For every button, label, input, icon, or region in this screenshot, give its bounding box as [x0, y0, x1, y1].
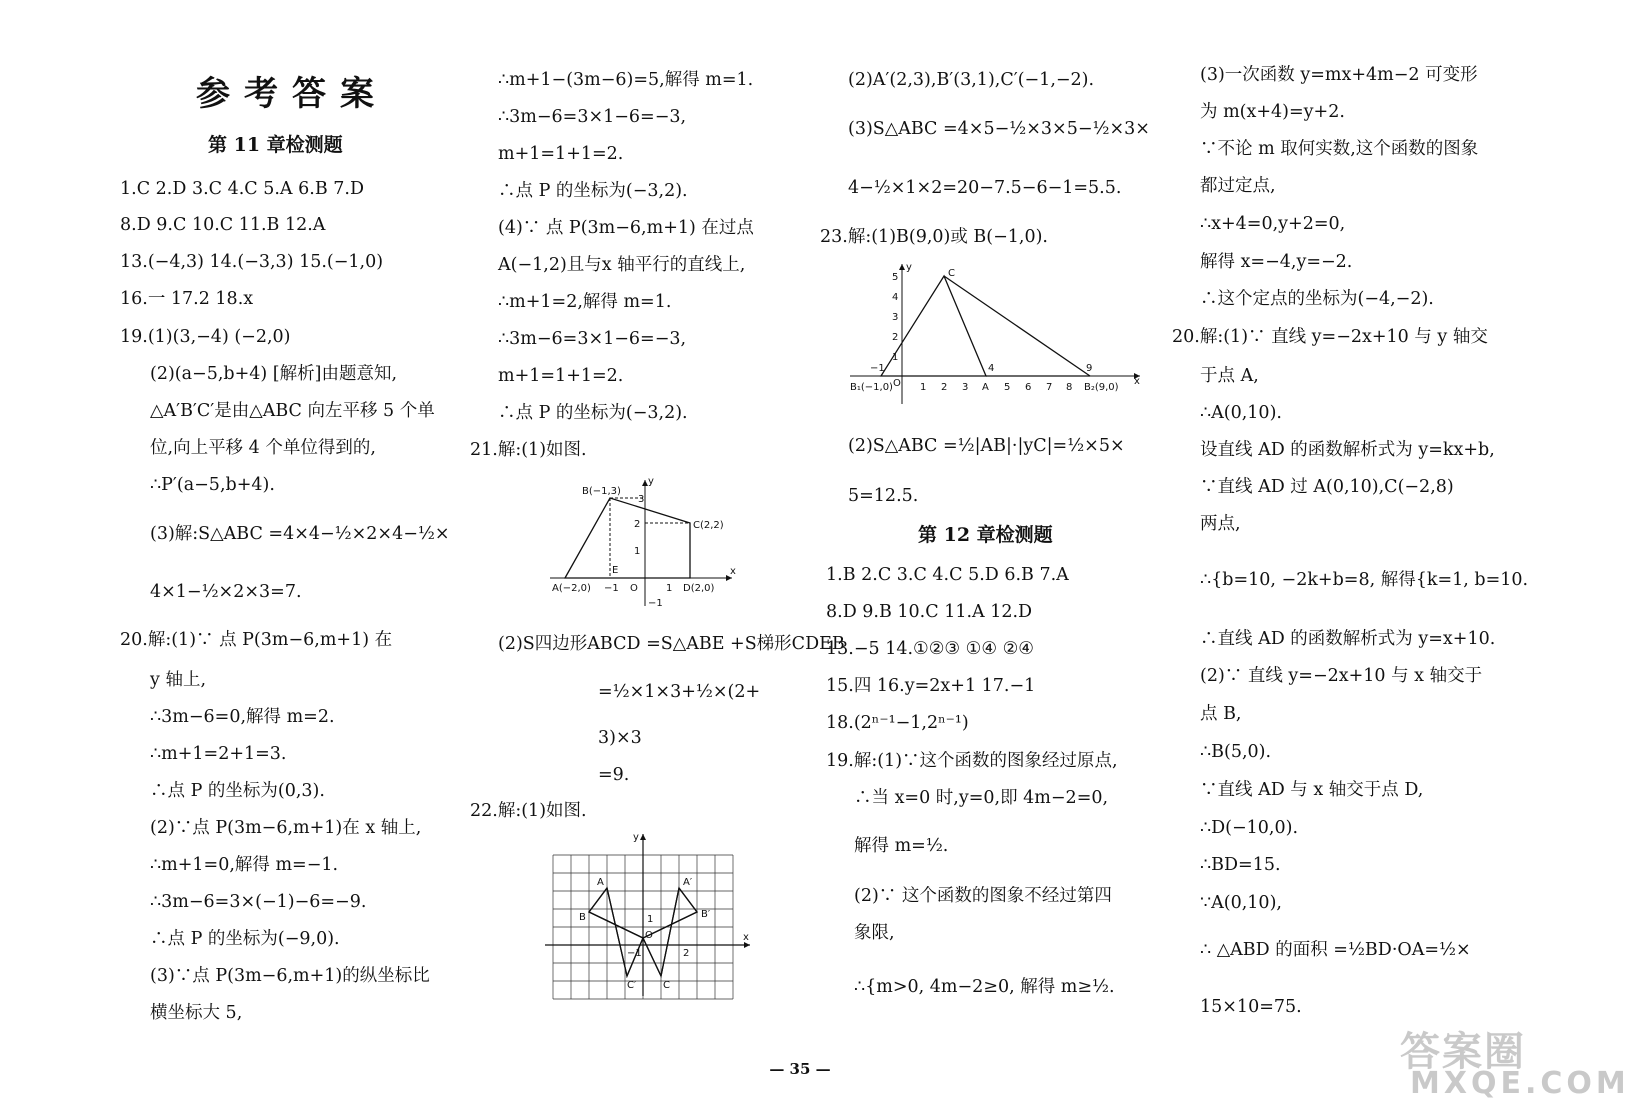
y-tick-label: 2: [892, 332, 899, 343]
y-axis-label: y: [648, 476, 654, 487]
answer-line: ∴{m>0, 4m−2≥0, 解得 m≥½.: [854, 977, 1115, 997]
x-tick-label: 3: [962, 382, 969, 393]
answer-line: 4×1−½×2×3=7.: [150, 582, 302, 602]
section-heading: 第 12 章检测题: [918, 524, 1053, 546]
answer-line: ∴点 P 的坐标为(−3,2).: [498, 181, 688, 201]
origin-label: O: [893, 378, 901, 389]
answer-line: (4)∵ 点 P(3m−6,m+1) 在过点: [498, 218, 754, 238]
answer-line: y 轴上,: [150, 670, 207, 690]
y-tick-label: 5: [892, 272, 899, 283]
y-axis-label: y: [633, 832, 639, 843]
watermark-logo-text: 答案圈: [1400, 1029, 1526, 1075]
point-b-label: B: [579, 912, 586, 923]
x-tick-neg1: −1: [627, 948, 642, 959]
answer-line: (2)(a−5,b+4) [解析]由题意知,: [150, 364, 398, 384]
answer-line: ∴A(0,10).: [1200, 403, 1282, 423]
answer-line: 13.(−4,3) 14.(−3,3) 15.(−1,0): [120, 252, 384, 272]
answer-line: 都过定点,: [1200, 176, 1276, 196]
point-b-label: B(−1,3): [582, 486, 621, 497]
figure-21-quadrilateral: [550, 478, 740, 613]
answer-line: 位,向上平移 4 个单位得到的,: [150, 438, 376, 458]
page-title: 参考答案: [196, 74, 388, 114]
y-tick-3: 3: [638, 494, 645, 505]
y-tick-2: 2: [634, 519, 641, 530]
x-tick-neg1: −1: [604, 583, 619, 594]
tick-4-label: 4: [988, 363, 995, 374]
point-c-prime-label: C′: [627, 980, 637, 991]
answer-line: 解得 m=½.: [854, 836, 949, 856]
watermark: [1390, 1020, 1630, 1105]
point-b-prime-label: B′: [701, 909, 711, 920]
y-tick-label: 1: [892, 352, 899, 363]
answer-line: (2)∵点 P(3m−6,m+1)在 x 轴上,: [150, 818, 422, 838]
y-tick-1: 1: [647, 914, 654, 925]
answer-line: 5=12.5.: [848, 486, 919, 506]
answer-line: (3)∵点 P(3m−6,m+1)的纵坐标比: [150, 966, 430, 986]
x-tick-1: 1: [666, 583, 673, 594]
answer-line: =9.: [598, 765, 630, 785]
y-tick-1: 1: [634, 546, 641, 557]
y-axis-label: y: [906, 262, 912, 273]
answer-line: ∴m+1=0,解得 m=−1.: [150, 855, 339, 875]
answer-line: ∴当 x=0 时,y=0,即 4m−2=0,: [854, 788, 1109, 808]
point-c-label: C: [663, 980, 670, 991]
answer-line: ∴m+1=2+1=3.: [150, 744, 287, 764]
answer-line: m+1=1+1=2.: [498, 144, 624, 164]
answer-line: (2)S四边形ABCD =S△ABE +S梯形CDEB: [498, 634, 845, 654]
x-tick-label: 6: [1025, 382, 1032, 393]
page-number: — 35 —: [769, 1060, 831, 1078]
answer-line: ∴{b=10, −2k+b=8, 解得{k=1, b=10.: [1200, 570, 1529, 590]
point-c-label: C: [948, 268, 955, 279]
answer-line: ∴直线 AD 的函数解析式为 y=x+10.: [1200, 629, 1496, 649]
answer-line: ∴m+1−(3m−6)=5,解得 m=1.: [498, 70, 754, 90]
answer-line: (3)一次函数 y=mx+4m−2 可变形: [1200, 65, 1478, 85]
origin-label: O: [630, 583, 638, 594]
figure-23-triangle: [850, 262, 1150, 410]
answer-line: ∴x+4=0,y+2=0,: [1200, 214, 1346, 234]
section-heading: 第 11 章检测题: [208, 134, 343, 156]
figure-22-grid: [545, 828, 755, 1000]
answer-line: ∴ △ABD 的面积 =½BD·OA=½×: [1200, 940, 1471, 960]
answer-line: 19.(1)(3,−4) (−2,0): [120, 327, 291, 347]
x-tick-label: 8: [1066, 382, 1073, 393]
answer-line: 15.四 16.y=2x+1 17.−1: [826, 676, 1036, 696]
answer-line: 8.D 9.C 10.C 11.B 12.A: [120, 215, 326, 235]
answer-line: 横坐标大 5,: [150, 1003, 243, 1023]
x-tick-2: 2: [683, 948, 690, 959]
answer-line: ∴3m−6=3×1−6=−3,: [498, 107, 687, 127]
answer-line: (3)解:S△ABC =4×4−½×2×4−½×: [150, 524, 450, 544]
answer-line: 16.一 17.2 18.x: [120, 289, 254, 309]
answer-line: ∴P′(a−5,b+4).: [150, 475, 275, 495]
answer-line: 于点 A,: [1200, 366, 1259, 386]
answer-line: (2)∵ 直线 y=−2x+10 与 x 轴交于: [1200, 666, 1483, 686]
y-tick-label: 4: [892, 292, 899, 303]
point-b1-label: B₁(−1,0): [850, 382, 893, 393]
x-axis-label: x: [730, 566, 736, 577]
point-e-label: E: [612, 565, 619, 576]
answer-line: 13.−5 14.①②③ ①④ ②④: [826, 639, 1034, 659]
tick-9-label: 9: [1086, 363, 1093, 374]
answer-line: 23.解:(1)B(9,0)或 B(−1,0).: [820, 227, 1048, 247]
answer-line: (2)∵ 这个函数的图象不经过第四: [854, 886, 1112, 906]
answer-line: 18.(2ⁿ⁻¹−1,2ⁿ⁻¹): [826, 713, 969, 733]
answer-line: ∴BD=15.: [1200, 855, 1281, 875]
answer-line: 点 B,: [1200, 704, 1242, 724]
answer-line: ∴这个定点的坐标为(−4,−2).: [1200, 289, 1434, 309]
answer-line: ∴B(5,0).: [1200, 742, 1272, 762]
answer-line: 解得 x=−4,y=−2.: [1200, 252, 1353, 272]
answer-line: ∵直线 AD 与 x 轴交于点 D,: [1200, 780, 1424, 800]
answer-line: 设直线 AD 的函数解析式为 y=kx+b,: [1200, 440, 1495, 460]
x-tick-label: 7: [1046, 382, 1053, 393]
answer-line: 8.D 9.B 10.C 11.A 12.D: [826, 602, 1033, 622]
answer-line: 20.解:(1)∵ 直线 y=−2x+10 与 y 轴交: [1172, 327, 1488, 347]
point-a-label: A: [597, 877, 604, 888]
answer-line: (2)S△ABC =½|AB|·|yC|=½×5×: [848, 436, 1125, 456]
answer-line: ∵不论 m 取何实数,这个函数的图象: [1200, 139, 1479, 159]
answer-line: △A′B′C′是由△ABC 向左平移 5 个单: [150, 401, 435, 421]
point-a-label: A(−2,0): [552, 583, 591, 594]
point-c-label: C(2,2): [693, 520, 724, 531]
point-d-label: D(2,0): [683, 583, 715, 594]
answer-line: ∴D(−10,0).: [1200, 818, 1299, 838]
tick-neg1-label: −1: [870, 363, 885, 374]
x-tick-label: 1: [920, 382, 927, 393]
answer-line: 19.解:(1)∵这个函数的图象经过原点,: [826, 751, 1118, 771]
answer-line: 为 m(x+4)=y+2.: [1200, 102, 1345, 122]
answer-line: 22.解:(1)如图.: [470, 801, 587, 821]
answer-line: 象限,: [854, 923, 895, 943]
answer-line: (2)A′(2,3),B′(3,1),C′(−1,−2).: [848, 70, 1095, 90]
origin-label: O: [645, 930, 653, 941]
x-axis-label: x: [743, 932, 749, 943]
answer-line: ∴3m−6=3×(−1)−6=−9.: [150, 892, 367, 912]
point-a-label: A: [982, 382, 989, 393]
answer-line: ∵直线 AD 过 A(0,10),C(−2,8): [1200, 477, 1454, 497]
answer-line: 20.解:(1)∵ 点 P(3m−6,m+1) 在: [120, 630, 393, 650]
answer-line: ∴3m−6=0,解得 m=2.: [150, 707, 335, 727]
point-a-prime-label: A′: [683, 877, 693, 888]
x-tick-label: 5: [1004, 382, 1011, 393]
answer-line: 1.C 2.D 3.C 4.C 5.A 6.B 7.D: [120, 179, 364, 199]
answer-line: (3)S△ABC =4×5−½×3×5−½×3×: [848, 119, 1150, 139]
answer-line: ∴点 P 的坐标为(−9,0).: [150, 929, 340, 949]
answer-line: ∵A(0,10),: [1200, 893, 1282, 913]
answer-line: 3)×3: [598, 728, 642, 748]
answer-line: m+1=1+1=2.: [498, 366, 624, 386]
x-axis-label: x: [1134, 376, 1140, 387]
answer-line: ∴点 P 的坐标为(−3,2).: [498, 403, 688, 423]
point-b2-label: B₂(9,0): [1084, 382, 1119, 393]
answer-line: ∴点 P 的坐标为(0,3).: [150, 781, 325, 801]
answer-line: 两点,: [1200, 514, 1241, 534]
answer-line: 4−½×1×2=20−7.5−6−1=5.5.: [848, 178, 1122, 198]
y-tick-neg1: −1: [648, 598, 663, 609]
x-tick-label: 2: [941, 382, 948, 393]
answer-line: 15×10=75.: [1200, 997, 1302, 1017]
answer-line: ∴3m−6=3×1−6=−3,: [498, 329, 687, 349]
watermark-url: MXQE.COM: [1410, 1066, 1630, 1101]
answer-line: A(−1,2)且与x 轴平行的直线上,: [498, 255, 746, 275]
answer-line: ∴m+1=2,解得 m=1.: [498, 292, 672, 312]
answer-line: =½×1×3+½×(2+: [598, 682, 761, 702]
answer-line: 1.B 2.C 3.C 4.C 5.D 6.B 7.A: [826, 565, 1069, 585]
answer-line: 21.解:(1)如图.: [470, 440, 587, 460]
y-tick-label: 3: [892, 312, 899, 323]
